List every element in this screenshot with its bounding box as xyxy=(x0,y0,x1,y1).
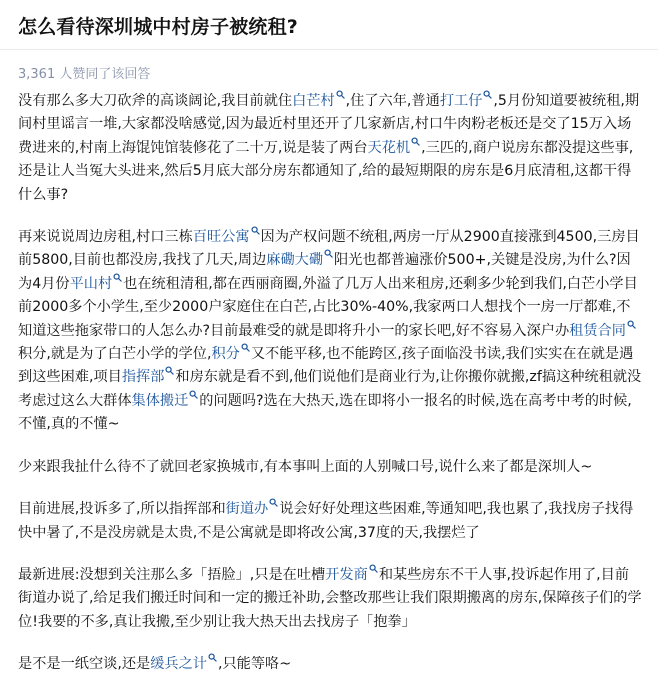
paragraph-text: 少来跟我扯什么待不了就回老家换城市,有本事叫上面的人别喊口号,说什么来了都是深圳人~ xyxy=(18,458,593,475)
search-icon[interactable] xyxy=(241,343,250,352)
search-icon[interactable] xyxy=(483,90,492,99)
search-icon[interactable] xyxy=(251,226,260,235)
search-icon[interactable] xyxy=(269,498,278,507)
like-count-text: 3,361 人赞同了该回答 xyxy=(18,67,151,82)
paragraph-text: 再来说说周边房租,村口三栋 xyxy=(18,229,193,246)
paragraph-text: 是不是一纸空谈,还是 xyxy=(18,656,151,673)
answer-paragraph xyxy=(18,653,642,676)
keyword-link[interactable]: 街道办 xyxy=(225,501,269,518)
answer-paragraph xyxy=(18,90,642,207)
keyword-link[interactable]: 指挥部 xyxy=(121,369,165,386)
paragraph-text: 又不能平移,也不能跨区,孩子面临没书读,我们实实在在就是遇到这些困难,项目 xyxy=(18,346,634,386)
title-divider xyxy=(0,49,658,50)
search-icon[interactable] xyxy=(336,90,345,99)
paragraph-text: 和某些房东不干人事,投诉起作用了,目前街道办说了,给足我们搬迁时间和一定的搬迁补助,会整改那些让我们限期搬离的房东,保障孩子们的学位!我要的不多,真让我搬,至少别让我大热天出去找房子「抱拳」 xyxy=(18,566,642,630)
keyword-link[interactable]: 租赁合同 xyxy=(569,322,626,339)
keyword-link[interactable]: 麻磡大磡 xyxy=(266,252,324,269)
paragraph-text: ,住了六年,普通 xyxy=(345,93,440,109)
search-icon[interactable] xyxy=(165,366,174,375)
paragraph-text: ,5月份知道要被统租,期间村里谣言一堆,大家都没啥感觉,因为最近村里还开了几家新店,村口牛肉粉老板还是交了15万入场费进来的,村南上海馄饨馆装修花了二十万,说是装了两台 xyxy=(18,93,640,156)
search-icon[interactable] xyxy=(627,320,636,329)
paragraph-text: 最新进展:没想到关注那么多「捂脸」,只是在吐槽 xyxy=(18,566,326,583)
keyword-link[interactable]: 积分 xyxy=(211,346,240,363)
keyword-link[interactable]: 集体搬迁 xyxy=(131,392,189,409)
answer-paragraph xyxy=(18,498,642,545)
answer-paragraph xyxy=(18,564,642,634)
search-icon[interactable] xyxy=(113,273,122,282)
keyword-link[interactable]: 缓兵之计 xyxy=(150,656,207,673)
paragraph-text: 和房东就是看不到,他们说他们是商业行为,让你搬你就搬,zf搞这种统租就没考虑过这么大群体 xyxy=(18,369,642,409)
keyword-link[interactable]: 白芒村 xyxy=(292,93,335,109)
paragraph-text: 说会好好处理这些困难,等通知吧,我也累了,我找房子找得快中暑了,不是没房就是太贵,不是公寓就是即将改公寓,37度的天,我摆烂了 xyxy=(18,501,634,541)
paragraph-text: 没有那么多大刀砍斧的高谈阔论,我目前就住 xyxy=(18,93,293,109)
search-icon[interactable] xyxy=(324,249,333,258)
search-icon[interactable] xyxy=(411,137,420,146)
paragraph-text: ,三匹的,商户说房东都没提这些事,还是让人当冤大头进来,然后5月底大部分房东都通知了,给的最短期限的房东是6月底清租,这都干得什么事? xyxy=(18,139,634,203)
paragraph-text: 目前进展,投诉多了,所以指挥部和 xyxy=(18,501,226,518)
answer-paragraph xyxy=(18,226,642,437)
keyword-link[interactable]: 天花机 xyxy=(367,139,411,156)
question-title[interactable]: 怎么看待深圳城中村房子被统租? xyxy=(18,16,299,38)
paragraph-text: 积分,就是为了白芒小学的学位, xyxy=(18,346,212,363)
keyword-link[interactable]: 开发商 xyxy=(325,566,368,583)
keyword-link[interactable]: 平山村 xyxy=(69,275,113,292)
search-icon[interactable] xyxy=(189,390,198,399)
answer-content xyxy=(18,90,642,696)
paragraph-text: 因为产权问题不统租,两房一厅从2900直接涨到4500,三房目前5800,目前也都没房,我找了几天,周边 xyxy=(18,229,640,269)
keyword-link[interactable]: 打工仔 xyxy=(439,93,483,109)
paragraph-text: 阳光也都普遍涨价500+,关键是没房,为什么?因为4月份 xyxy=(18,252,631,292)
paragraph-text: 也在统租清租,都在西丽商圈,外溢了几万人出来租房,还剩多少轮到我们,白芒小学目前2000多个小学生,至少2000户家庭住在白芒,占比30%-40%,我家两口人想找个一房一厅都难,不知道这些拖家带口的人怎么办?目前最难受的就是即将升小一的家长吧,好不容易入深户办 xyxy=(18,275,638,339)
keyword-link[interactable]: 百旺公寓 xyxy=(192,229,250,246)
answer-paragraph xyxy=(18,456,642,479)
search-icon[interactable] xyxy=(208,653,217,662)
paragraph-text: 的问题吗?选在大热天,选在即将小一报名的时候,选在高考中考的时候,不懂,真的不懂~ xyxy=(18,392,632,433)
paragraph-text: ,只能等咯~ xyxy=(217,656,292,673)
search-icon[interactable] xyxy=(369,564,378,573)
